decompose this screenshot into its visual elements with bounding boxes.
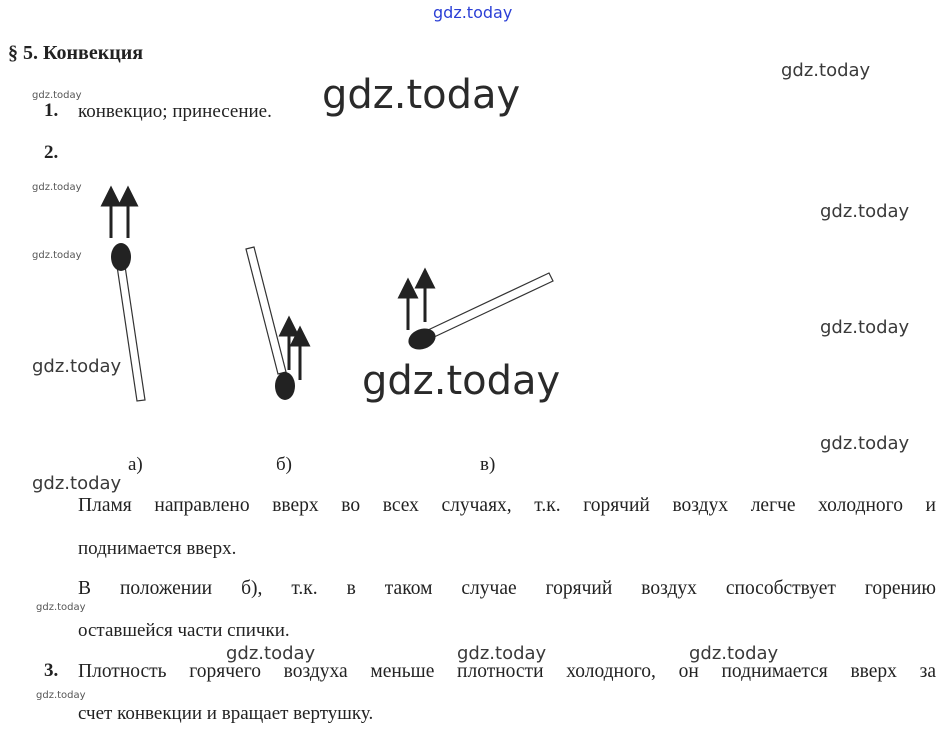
watermark: gdz.today: [36, 602, 86, 613]
question-number: 3.: [44, 660, 59, 681]
figure-label-c: в): [480, 454, 496, 475]
watermark: gdz.today: [820, 201, 910, 222]
watermark: gdz.today: [32, 182, 82, 193]
watermark: gdz.today: [32, 250, 82, 261]
figure-label-b: б): [276, 454, 292, 475]
watermark: gdz.today: [32, 473, 122, 494]
paragraph-line: Пламя направлено вверх во всех случаях, т.к. горячий воздух легче холодного и: [78, 495, 936, 516]
watermark: gdz.today: [820, 433, 910, 454]
watermark: gdz.today: [820, 317, 910, 338]
paragraph-line: поднимается вверх.: [78, 538, 237, 559]
watermark: gdz.today: [322, 72, 521, 118]
watermark: gdz.today: [32, 90, 82, 101]
watermark: gdz.today: [457, 643, 547, 664]
answer-text: конвекцио; принесение.: [78, 101, 272, 122]
watermark: gdz.today: [226, 643, 316, 664]
match-b: [246, 247, 300, 400]
paragraph-line: В положении б), т.к. в таком случае горячий воздух способствует горению: [78, 578, 936, 599]
paragraph-line: счет конвекции и вращает вертушку.: [78, 703, 374, 724]
paragraph-line: оставшейся части спички.: [78, 620, 290, 641]
watermark: gdz.today: [36, 690, 86, 701]
section-title: § 5. Конвекция: [8, 42, 144, 64]
match-c: [405, 273, 553, 353]
watermark: gdz.today: [689, 643, 779, 664]
question-number: 2.: [44, 142, 59, 163]
watermark: gdz.today: [362, 358, 561, 404]
figure-label-a: а): [128, 454, 143, 475]
question-number: 1.: [44, 100, 59, 121]
watermark: gdz.today: [32, 356, 122, 377]
paragraph-line: Плотность горячего воздуха меньше плотности холодного, он поднимается вверх за: [78, 661, 936, 682]
watermark: gdz.today: [433, 3, 513, 22]
watermark: gdz.today: [781, 60, 871, 81]
